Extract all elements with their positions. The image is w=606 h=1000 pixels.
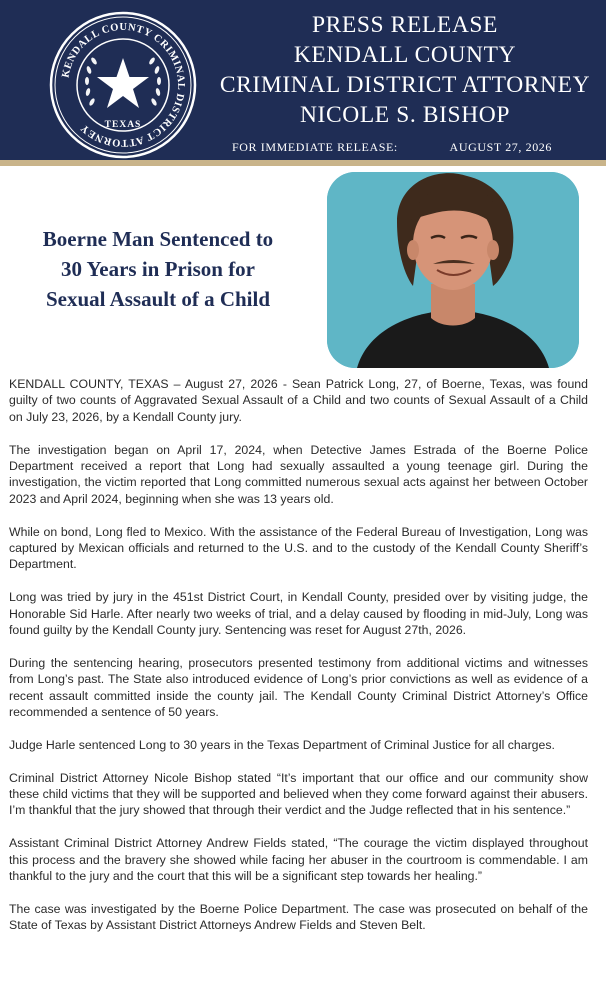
paragraph-4: Long was tried by jury in the 451st District Court, in Kendall County, presided over by visiting judge, the Honorable Sid Harle. After nearly two weeks of trial, and a delay caused by flooding in mid-July, Long was found guilty by the Kendall County jury. Sentencing was reset for August 27th, 2026.: [9, 590, 588, 638]
headline-line-2: 30 Years in Prison for: [60, 257, 256, 281]
header-banner: [0, 0, 606, 160]
seal-ring-text: KENDALL COUNTY CRIMINAL DISTRICT ATTORNEY: [60, 21, 187, 149]
header-line-office: CRIMINAL DISTRICT ATTORNEY: [219, 72, 591, 98]
headline-line-3: Sexual Assault of a Child: [45, 287, 271, 311]
paragraph-3: While on bond, Long fled to Mexico. With the assistance of the Federal Bureau of Investigation, Long was captured by Mexican officials and returned to the U.S. and to the custody of the Kendall County Sheriff’s Department.: [9, 524, 588, 572]
headline: [8, 224, 308, 314]
mugshot-photo: [327, 172, 579, 368]
article-body: [9, 376, 588, 950]
paragraph-8: Assistant Criminal District Attorney Andrew Fields stated, “The courage the victim displayed throughout this process and the bravery she showed while facing her abuser in the courtroom is commendable. I am thankful to the jury and the court that this will be a significant step towards her healing.”: [9, 836, 588, 884]
paragraph-1: KENDALL COUNTY, TEXAS – August 27, 2026 - Sean Patrick Long, 27, of Boerne, Texas, was found guilty of two counts of Aggravated Sexual Assault of a Child and two counts of Sexual Assault of a Child on July 23, 2026, by a Kendall County jury.: [9, 377, 588, 424]
paragraph-7: Criminal District Attorney Nicole Bishop stated “It’s important that our office and our community show these child victims that they will be supported and believed when they come forward against their abusers. I’m thankful that the jury showed that through their verdict and the Judge reflected that in his sentence.”: [9, 770, 588, 818]
paragraph-2: The investigation began on April 17, 2024, when Detective James Estrada of the Boerne Police Department received a report that Long had sexually assaulted a young teenage girl. During the investigation, the victim reported that Long committed numerous sexual acts against her between October 2023 and April 2024, beginning when she was 13 years old.: [9, 442, 588, 506]
release-row: [232, 140, 552, 158]
release-label: FOR IMMEDIATE RELEASE:: [232, 140, 398, 154]
release-date: AUGUST 27, 2026: [449, 140, 552, 154]
header-divider: [0, 160, 606, 166]
mugshot-illustration: [327, 172, 579, 368]
paragraph-6: Judge Harle sentenced Long to 30 years in the Texas Department of Criminal Justice for all charges.: [9, 737, 555, 752]
header-line-county: KENDALL COUNTY: [293, 42, 517, 68]
header-line-attorney: NICOLE S. BISHOP: [299, 102, 511, 128]
paragraph-5: During the sentencing hearing, prosecutors presented testimony from additional victims and witnesses from Long’s past. The State also introduced evidence of Long’s prior convictions as well as evidence of a recent assault committed inside the county jail. The Kendall County Criminal District Attorney’s Office recommended a sentence of 50 years.: [9, 655, 588, 720]
header-title-block: [210, 10, 600, 130]
seal-texas-text: TEXAS: [104, 120, 142, 130]
paragraph-9: The case was investigated by the Boerne Police Department. The case was prosecuted on behalf of the State of Texas by Assistant District Attorneys Andrew Fields and Steven Belt.: [9, 901, 588, 933]
header-line-press-release: PRESS RELEASE: [311, 12, 499, 38]
headline-line-1: Boerne Man Sentenced to: [42, 227, 274, 251]
star-seal-icon: [48, 10, 198, 160]
